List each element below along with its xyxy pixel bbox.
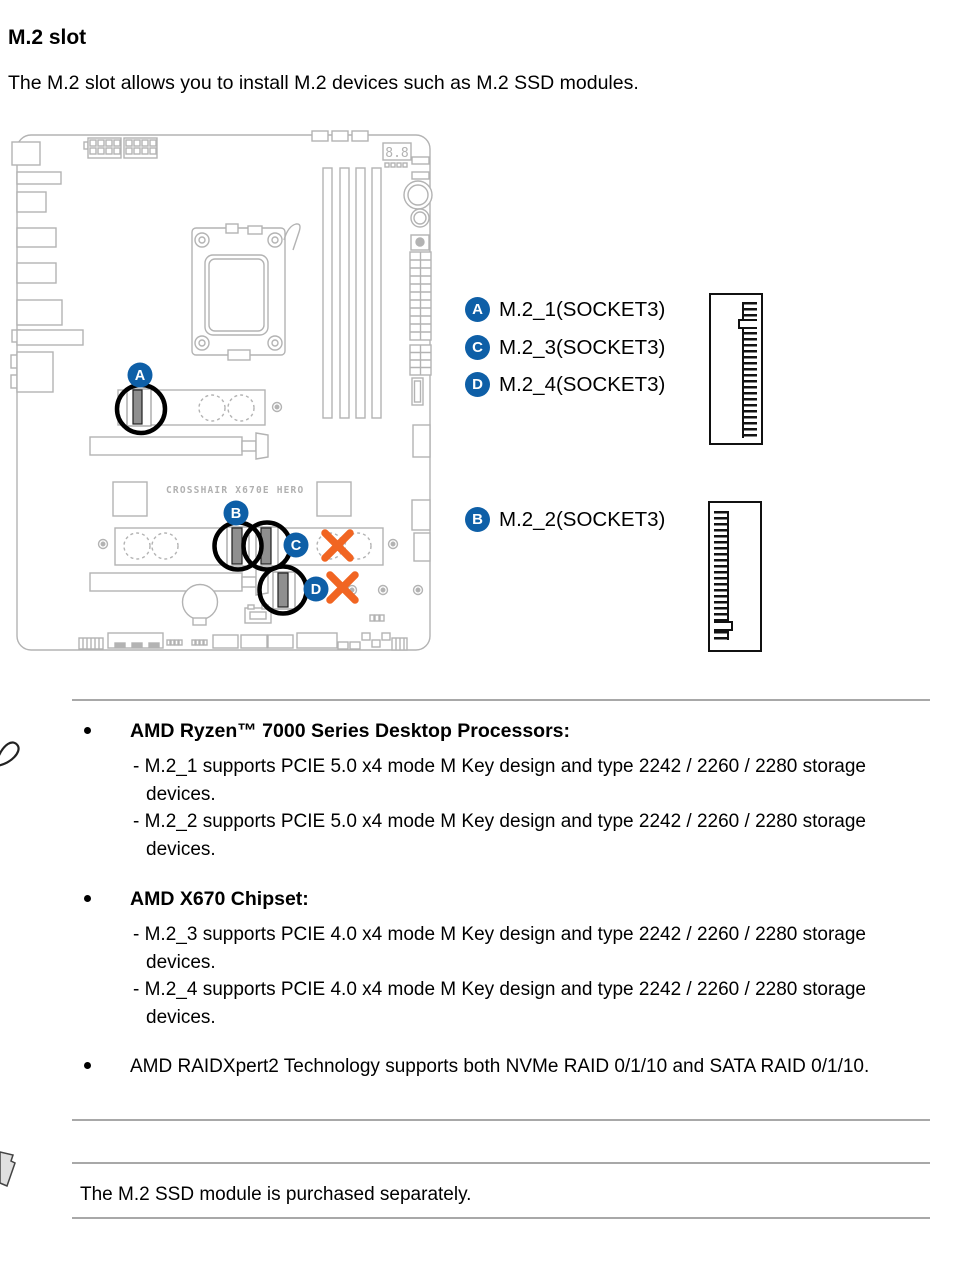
intro-text: The M.2 slot allows you to install M.2 devices such as M.2 SSD modules. [8, 72, 639, 94]
note-items-chipset [133, 921, 871, 1031]
debug-display-text: 8.8 [385, 146, 409, 161]
badge-b: B [465, 507, 490, 532]
note-heading-chipset: AMD X670 Chipset: [130, 888, 309, 910]
badge-d: D [465, 372, 490, 397]
legend-label-m2-2: M.2_2(SOCKET3) [499, 507, 666, 531]
note-raid: AMD RAIDXpert2 Technology supports both NVMe RAID 0/1/10 and SATA RAID 0/1/10. [130, 1056, 870, 1077]
bullet-dot [84, 895, 91, 902]
badge-a: A [465, 297, 490, 322]
connector-key-notch [738, 319, 757, 329]
divider-top [72, 699, 930, 701]
note-item-m2-3: - M.2_3 supports PCIE 4.0 x4 mode M Key design and type 2242 / 2260 / 2280 storage devices. [133, 924, 867, 973]
m2-connector-drawing-top [709, 293, 763, 445]
pencil-icon [0, 720, 30, 780]
board-badge-d: D [310, 582, 322, 598]
motherboard-diagram [0, 125, 460, 665]
note-heading-ryzen: AMD Ryzen™ 7000 Series Desktop Processors: [130, 720, 571, 742]
legend-label-m2-1: M.2_1(SOCKET3) [499, 297, 666, 321]
notepad-icon [0, 1140, 30, 1200]
board-badge-c: C [290, 538, 302, 554]
board-badge-b: B [230, 506, 242, 522]
page-title: M.2 slot [8, 26, 87, 49]
legend-row-m2-1 [465, 297, 665, 322]
divider-note-bottom [72, 1217, 930, 1219]
legend-row-m2-3 [465, 335, 665, 360]
m2-connector-drawing-bottom [708, 501, 762, 652]
bullet-dot [84, 727, 91, 734]
legend-label-m2-4: M.2_4(SOCKET3) [499, 372, 666, 396]
legend-row-m2-4 [465, 372, 665, 397]
board-badge-a: A [134, 368, 146, 384]
divider-note-top [72, 1162, 930, 1164]
note-item-m2-2: - M.2_2 supports PCIE 5.0 x4 mode M Key design and type 2242 / 2260 / 2280 storage devices. [133, 811, 867, 860]
connector-key-notch [714, 621, 733, 631]
note-purchase: The M.2 SSD module is purchased separately. [80, 1184, 472, 1205]
legend-row-m2-2 [465, 507, 665, 532]
board-name-text: CROSSHAIR X670E HERO [166, 485, 305, 496]
legend-label-m2-3: M.2_3(SOCKET3) [499, 335, 666, 359]
note-item-m2-4: - M.2_4 supports PCIE 4.0 x4 mode M Key design and type 2242 / 2260 / 2280 storage devices. [133, 979, 867, 1028]
badge-c: C [465, 335, 490, 360]
board-outline-group [11, 131, 432, 650]
divider-mid [72, 1119, 930, 1121]
note-item-m2-1: - M.2_1 supports PCIE 5.0 x4 mode M Key design and type 2242 / 2260 / 2280 storage devices. [133, 756, 867, 805]
note-items-ryzen [133, 753, 871, 863]
bullet-dot [84, 1062, 91, 1069]
cpu-socket [192, 224, 300, 360]
